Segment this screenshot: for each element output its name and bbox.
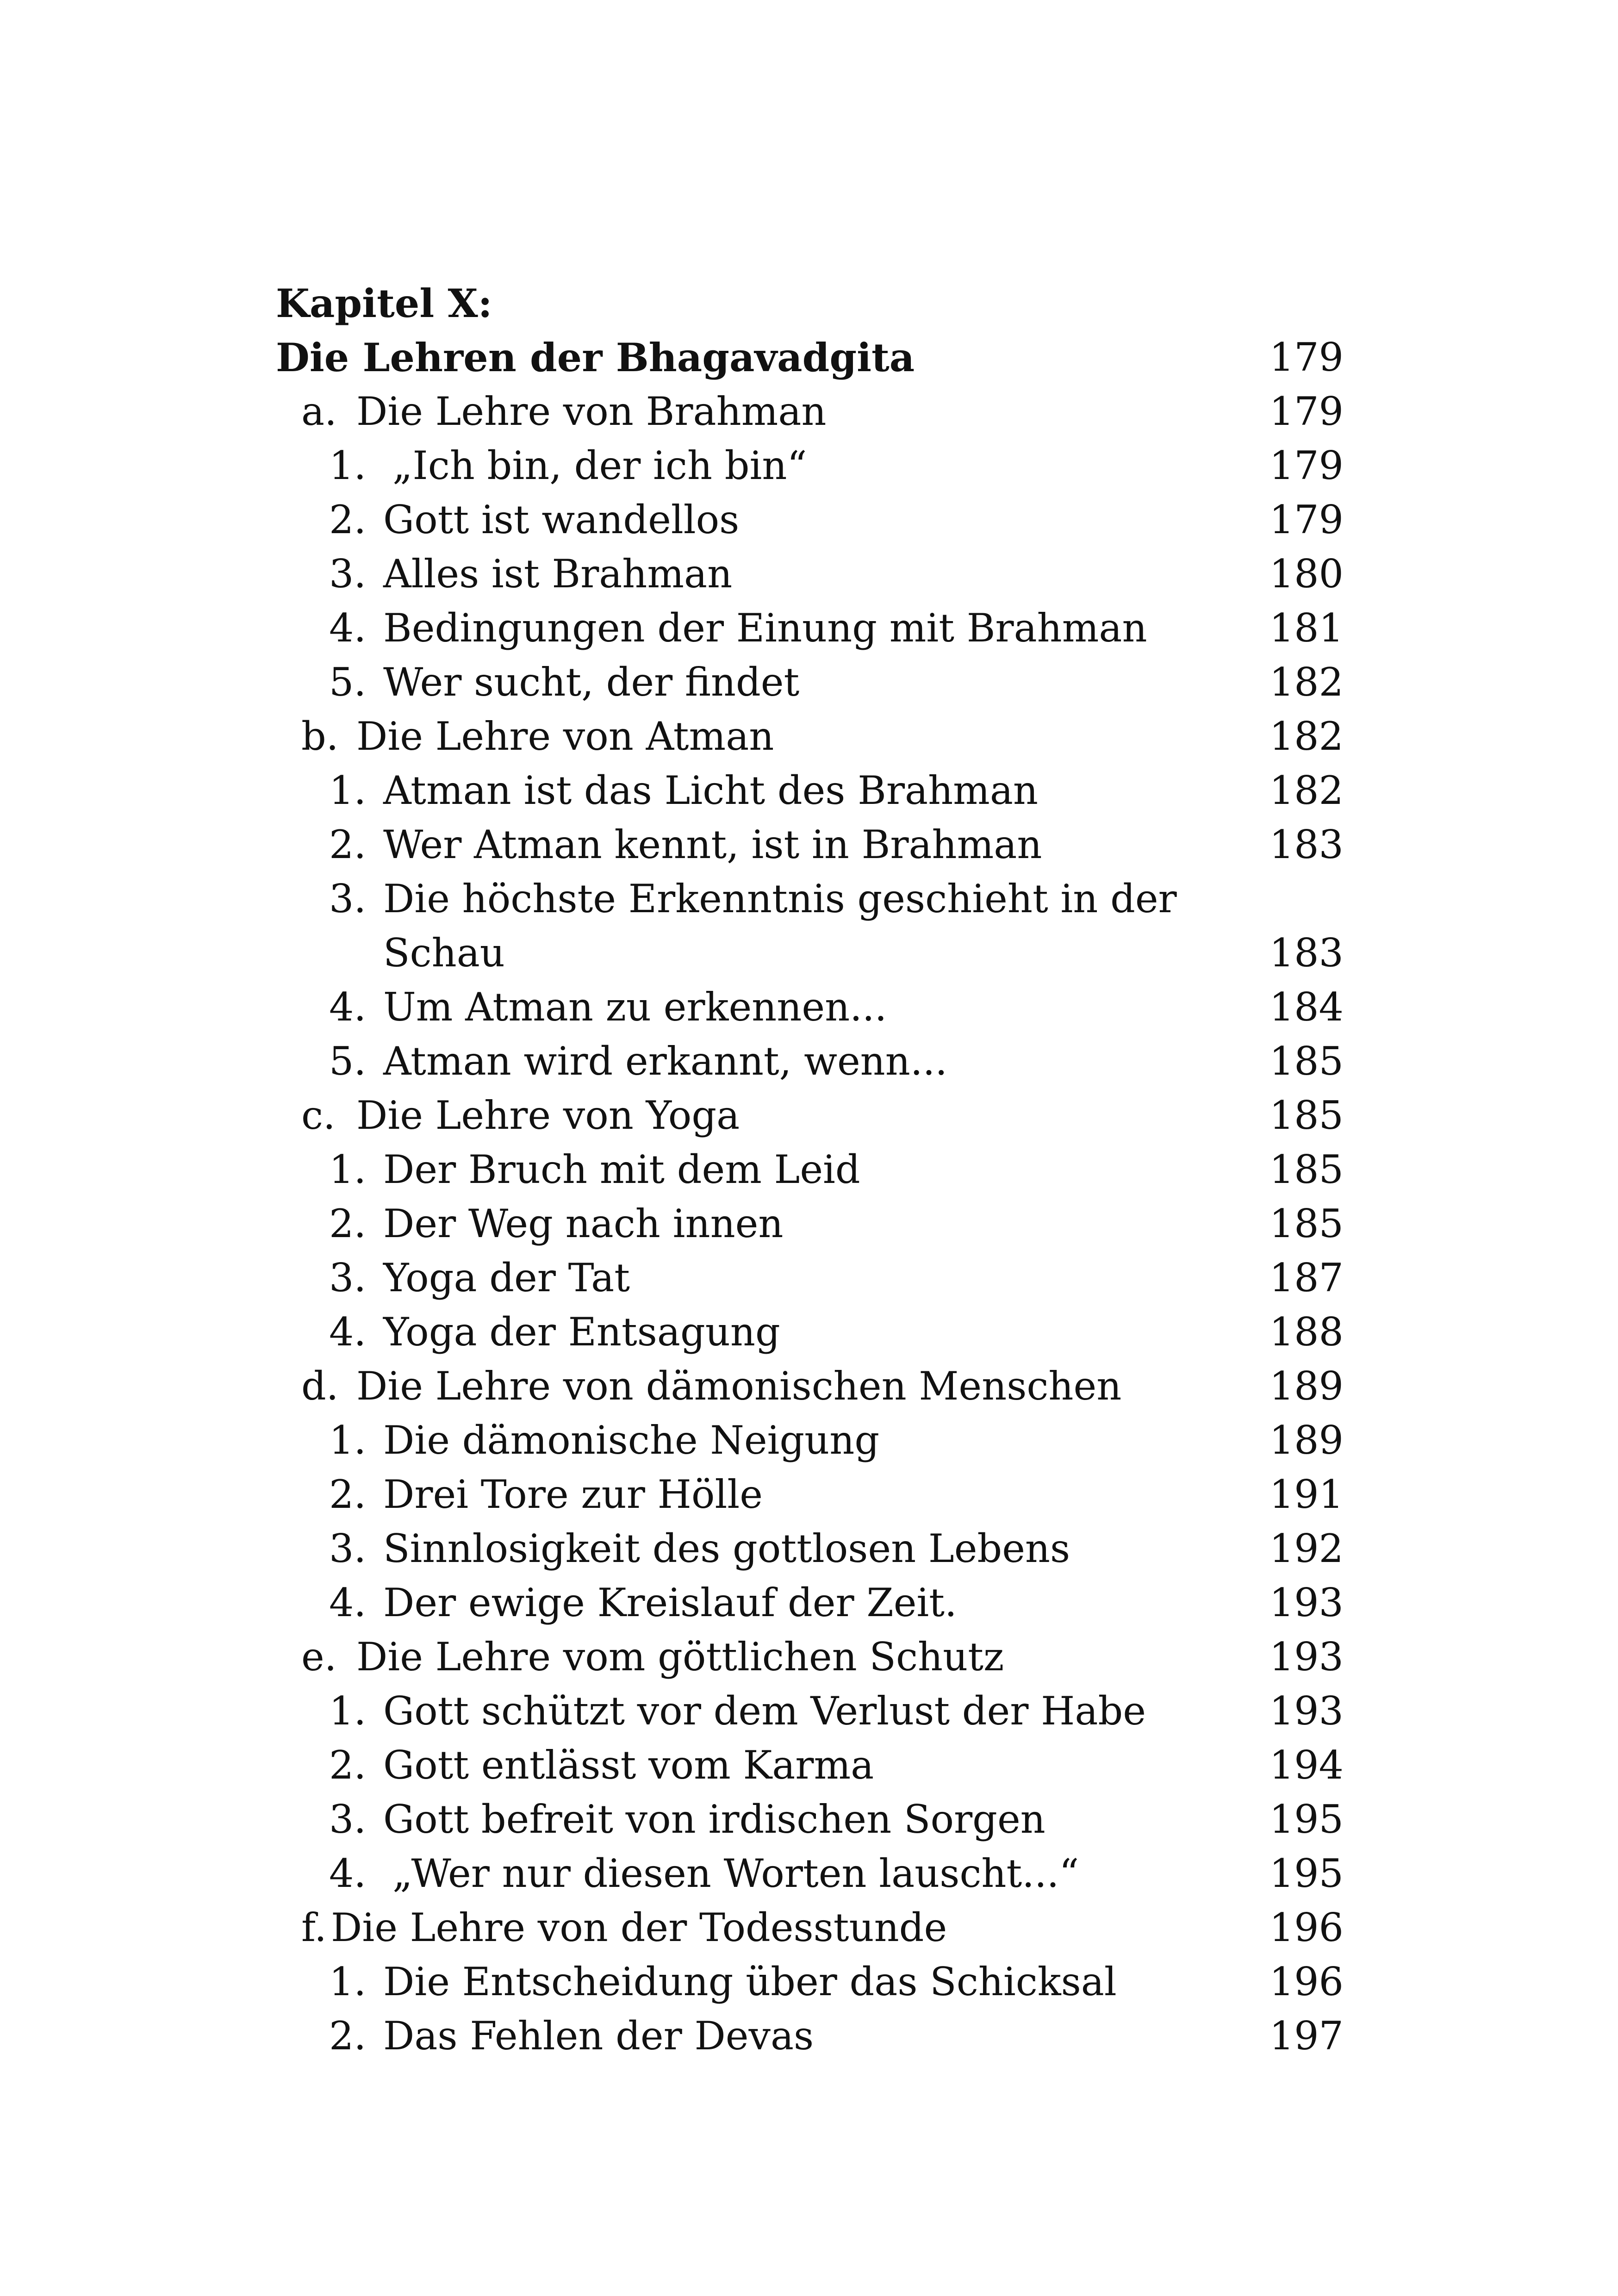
- toc-entry-number: f.: [301, 1905, 327, 1950]
- toc-item-row: [0, 1738, 1618, 1792]
- toc-item-row: [0, 1847, 1618, 1901]
- toc-entry-title: Drei Tore zur Hölle: [383, 1472, 763, 1517]
- toc-entry-title: Die Lehre vom göttlichen Schutz: [356, 1634, 1004, 1680]
- toc-entry-title: Gott befreit von irdischen Sorgen: [383, 1797, 1045, 1842]
- toc-entry-number: 2.: [329, 822, 367, 867]
- toc-entry-title: „Wer nur diesen Worten lauscht...“: [392, 1851, 1079, 1896]
- toc-entry-number: d.: [301, 1363, 339, 1409]
- toc-entry-number: b.: [301, 714, 339, 759]
- toc-entry-number: 5.: [329, 660, 367, 705]
- toc-item-row: [0, 926, 1618, 980]
- toc-entry-title: Die dämonische Neigung: [383, 1418, 880, 1463]
- toc-page-number: 196: [1269, 1905, 1344, 1950]
- toc-section-row: [0, 709, 1618, 764]
- toc-page-number: 197: [1269, 2013, 1344, 2059]
- toc-page-number: 195: [1269, 1851, 1344, 1896]
- toc-section-row: [0, 1089, 1618, 1143]
- toc-page-number: 193: [1269, 1634, 1344, 1680]
- toc-item-row: [0, 439, 1618, 493]
- toc-item-row: [0, 764, 1618, 818]
- toc-entry-title: Alles ist Brahman: [383, 551, 733, 597]
- toc-page-number: 185: [1269, 1093, 1344, 1138]
- toc-entry-number: 2.: [329, 1742, 367, 1788]
- toc-entry-title: Der ewige Kreislauf der Zeit.: [383, 1580, 957, 1625]
- toc-entry-title: Wer sucht, der findet: [383, 660, 800, 705]
- toc-page-number: 188: [1269, 1309, 1344, 1355]
- toc-item-row: [0, 818, 1618, 872]
- toc-entry-number: c.: [301, 1093, 336, 1138]
- toc-item-row: [0, 1197, 1618, 1251]
- toc-entry-title: Wer Atman kennt, ist in Brahman: [383, 822, 1042, 867]
- toc-entry-number: 3.: [329, 1255, 367, 1300]
- toc-entry-title: Die Lehre von Yoga: [356, 1093, 740, 1138]
- toc-item-row: [0, 1034, 1618, 1089]
- toc-page-number: 185: [1269, 1039, 1344, 1084]
- toc-page-number: 179: [1269, 497, 1344, 542]
- toc-entry-number: 4.: [329, 1580, 367, 1625]
- toc-page-number: 191: [1269, 1472, 1344, 1517]
- toc-entry-title: „Ich bin, der ich bin“: [392, 443, 807, 488]
- toc-page-number: 179: [1269, 443, 1344, 488]
- toc-item-row: [0, 493, 1618, 547]
- toc-page-number: 180: [1269, 551, 1344, 597]
- toc-page-number: 193: [1269, 1580, 1344, 1625]
- toc-item-row: [0, 1143, 1618, 1197]
- toc-entry-title: Die Lehre von Brahman: [356, 389, 827, 434]
- toc-page-number: 187: [1269, 1255, 1344, 1300]
- toc-page-number: 179: [1269, 389, 1344, 434]
- toc-entry-number: a.: [301, 389, 337, 434]
- toc-section-row: [0, 385, 1618, 439]
- toc-item-row: [0, 2009, 1618, 2063]
- toc-page-number: 194: [1269, 1742, 1344, 1788]
- toc-entry-title: Um Atman zu erkennen...: [383, 984, 887, 1030]
- toc-entry-title: Die höchste Erkenntnis geschieht in der: [383, 876, 1177, 921]
- toc-entry-number: 3.: [329, 1797, 367, 1842]
- toc-page-number: 182: [1269, 768, 1344, 813]
- toc-entry-number: 2.: [329, 2013, 367, 2059]
- toc-page-number: 189: [1269, 1363, 1344, 1409]
- toc-page-number: 185: [1269, 1201, 1344, 1246]
- toc-entry-number: 4.: [329, 984, 367, 1030]
- toc-entry-number: 1.: [329, 1418, 367, 1463]
- toc-item-row: [0, 1792, 1618, 1847]
- toc-entry-number: 3.: [329, 876, 367, 921]
- toc-entry-number: 1.: [329, 768, 367, 813]
- toc-entry-title: Die Lehre von Atman: [356, 714, 774, 759]
- chapter-title: Die Lehren der Bhagavadgita: [276, 335, 915, 380]
- toc-entry-title: Der Weg nach innen: [383, 1201, 784, 1246]
- toc-section-row: [0, 1359, 1618, 1413]
- toc-entry-number: 5.: [329, 1039, 367, 1084]
- toc-page-number: 182: [1269, 714, 1344, 759]
- toc-page-number: 183: [1269, 930, 1344, 976]
- toc-item-row: [0, 1955, 1618, 2009]
- toc-page-number: 183: [1269, 822, 1344, 867]
- toc-entry-title: Gott entlässt vom Karma: [383, 1742, 874, 1788]
- toc-page-number: 196: [1269, 1959, 1344, 2004]
- toc-section-row: [0, 1901, 1618, 1955]
- toc-entry-title: Der Bruch mit dem Leid: [383, 1147, 860, 1192]
- toc-item-row: [0, 1305, 1618, 1359]
- toc-entry-title: Die Lehre von dämonischen Menschen: [356, 1363, 1122, 1409]
- table-of-contents: [0, 385, 1618, 2063]
- toc-entry-title: Bedingungen der Einung mit Brahman: [383, 605, 1147, 651]
- toc-page-number: 185: [1269, 1147, 1344, 1192]
- toc-item-row: [0, 655, 1618, 709]
- toc-entry-number: 1.: [329, 443, 367, 488]
- toc-item-row: [0, 872, 1618, 926]
- toc-item-row: [0, 1576, 1618, 1630]
- toc-entry-title: Atman ist das Licht des Brahman: [383, 768, 1038, 813]
- toc-entry-title: Die Entscheidung über das Schicksal: [383, 1959, 1117, 2004]
- toc-entry-title: Das Fehlen der Devas: [383, 2013, 814, 2059]
- toc-item-row: [0, 547, 1618, 601]
- toc-entry-number: 3.: [329, 551, 367, 597]
- toc-entry-number: 1.: [329, 1688, 367, 1734]
- toc-entry-number: 2.: [329, 1472, 367, 1517]
- toc-entry-title: Schau: [383, 930, 505, 976]
- toc-entry-number: 1.: [329, 1147, 367, 1192]
- toc-entry-number: 4.: [329, 1309, 367, 1355]
- toc-page-number: 181: [1269, 605, 1344, 651]
- toc-entry-title: Gott schützt vor dem Verlust der Habe: [383, 1688, 1146, 1734]
- toc-entry-number: 2.: [329, 497, 367, 542]
- chapter-page-number: 179: [1269, 335, 1344, 380]
- chapter-label: Kapitel X:: [276, 280, 492, 326]
- toc-entry-number: 3.: [329, 1526, 367, 1571]
- toc-entry-number: e.: [301, 1634, 337, 1680]
- toc-entry-number: 2.: [329, 1201, 367, 1246]
- toc-entry-title: Yoga der Tat: [383, 1255, 630, 1300]
- toc-section-row: [0, 1630, 1618, 1684]
- toc-page-number: 184: [1269, 984, 1344, 1030]
- toc-entry-title: Sinnlosigkeit des gottlosen Lebens: [383, 1526, 1070, 1571]
- toc-item-row: [0, 601, 1618, 655]
- toc-page-number: 195: [1269, 1797, 1344, 1842]
- toc-page-number: 182: [1269, 660, 1344, 705]
- toc-item-row: [0, 1251, 1618, 1305]
- toc-entry-number: 4.: [329, 605, 367, 651]
- toc-item-row: [0, 980, 1618, 1034]
- toc-item-row: [0, 1522, 1618, 1576]
- toc-entry-number: 4.: [329, 1851, 367, 1896]
- toc-item-row: [0, 1413, 1618, 1468]
- toc-entry-title: Die Lehre von der Todesstunde: [331, 1905, 947, 1950]
- toc-entry-title: Gott ist wandellos: [383, 497, 740, 542]
- toc-entry-title: Yoga der Entsagung: [383, 1309, 780, 1355]
- toc-page-number: 192: [1269, 1526, 1344, 1571]
- toc-page-number: 193: [1269, 1688, 1344, 1734]
- toc-page-number: 189: [1269, 1418, 1344, 1463]
- toc-item-row: [0, 1468, 1618, 1522]
- toc-entry-title: Atman wird erkannt, wenn...: [383, 1039, 947, 1084]
- toc-entry-number: 1.: [329, 1959, 367, 2004]
- toc-item-row: [0, 1684, 1618, 1738]
